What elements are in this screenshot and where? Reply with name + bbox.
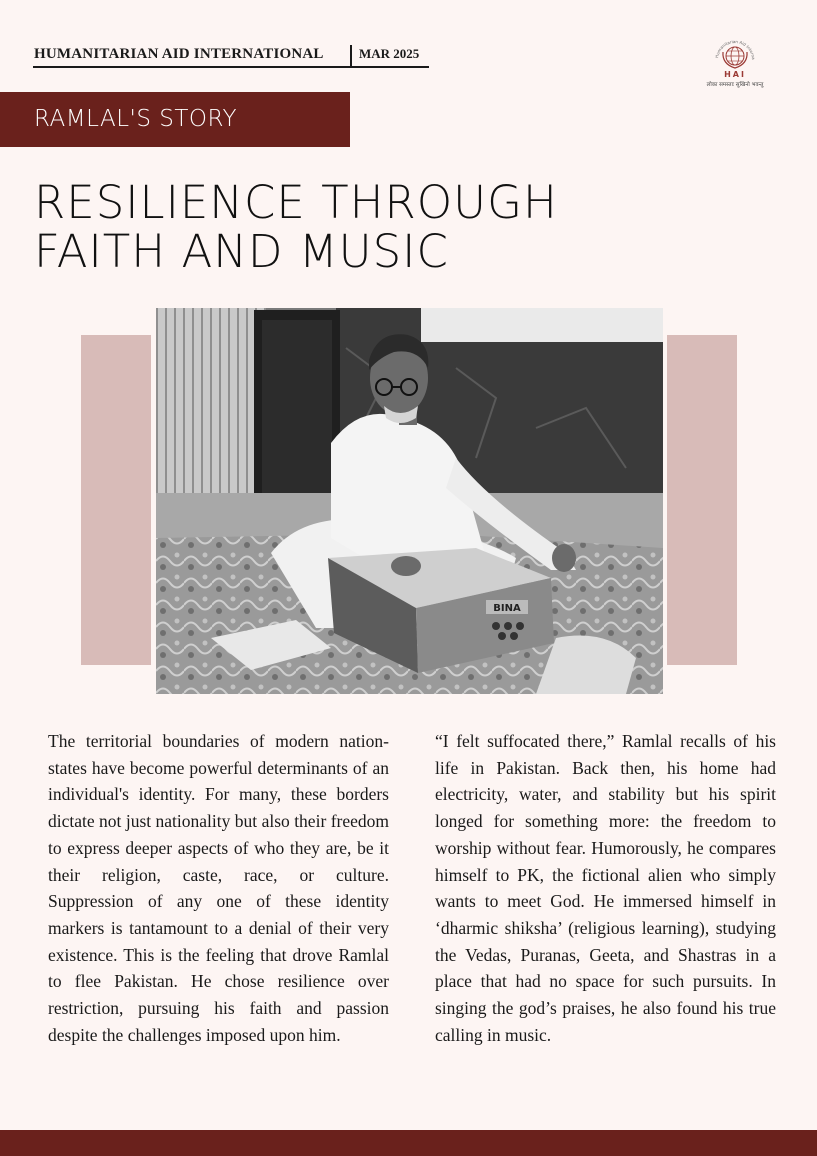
body-paragraph-right: “I felt suffocated there,” Ramlal recalls of his life in Pakistan. Back then, his home had electricity, water, and stability but his spirit longed for something more: the freedom to worship without fear. Humorously, he compares himself to PK, the fictional alien who simply wants to meet God. He immersed himself in ‘dharmic shiksha’ (religious learning), studying the Vedas, Puranas, Geeta, and Shastras in a place that had no space for such pursuits. In singing the god’s praises, he also found his true calling in music.	[435, 731, 776, 1045]
organization-name: HUMANITARIAN AID INTERNATIONAL	[34, 46, 324, 62]
story-photo	[156, 308, 663, 694]
header-rule	[33, 66, 429, 68]
title-line-1: RESILIENCE THROUGH	[34, 176, 558, 229]
issue-date: MAR 2025	[359, 46, 420, 61]
story-label: RAMLAL'S STORY	[34, 106, 238, 132]
header-separator	[350, 45, 352, 68]
decor-block-right	[667, 335, 737, 665]
title-line-2: FAITH AND MUSIC	[34, 225, 449, 278]
footer-bar	[0, 1130, 817, 1156]
body-paragraph-left: The territorial boundaries of modern nation-states have become powerful determinants of an individual's identity. For many, these borders dictate not just nationality but also their freedom to express deeper aspects of who they are, be it their religion, caste, race, or culture. Suppression of any one of these identity markers is tantamount to a denial of their very existence. This is the feeling that drove Ramlal to flee Pakistan. He chose resilience over restriction, pursuing his faith and passion despite the challenges imposed upon him.	[48, 731, 389, 1045]
photo-illustration	[156, 308, 663, 694]
harmonium-brand: BINA	[493, 603, 521, 614]
body-column-left	[48, 728, 389, 1048]
body-column-right	[435, 728, 776, 1048]
logo-tagline: लोका समस्ताः सुखिनो भवन्तु	[706, 82, 764, 88]
story-banner	[0, 92, 350, 147]
page-title	[34, 178, 558, 276]
decor-block-left	[81, 335, 151, 665]
logo-acronym: HAI	[724, 70, 746, 79]
globe-hands-icon	[723, 47, 747, 68]
logo-ring-text: Humanitarian Aid Interna	[714, 38, 757, 60]
